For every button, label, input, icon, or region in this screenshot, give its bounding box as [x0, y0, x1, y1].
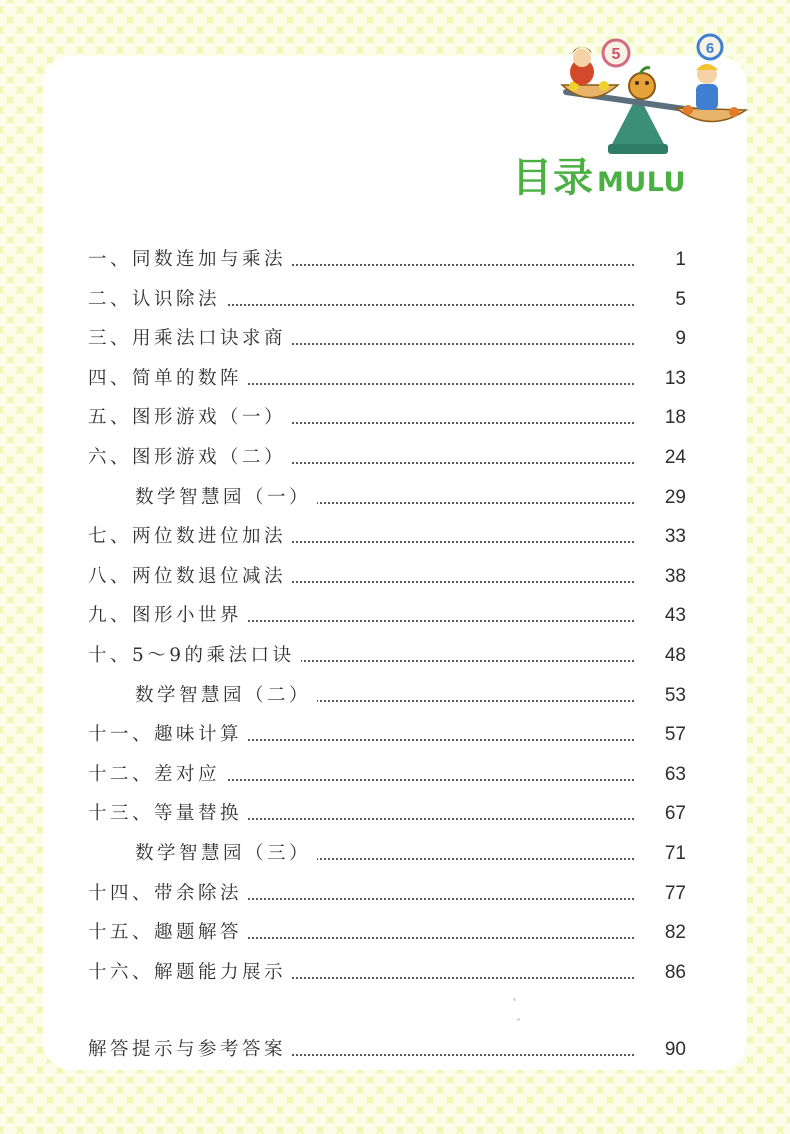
toc-entry-label: 八、两位数退位减法 — [88, 562, 292, 592]
toc-entry-label: 六、图形游戏（二） — [88, 443, 292, 473]
toc-entry[interactable] — [88, 285, 686, 315]
toc-entry[interactable] — [88, 958, 686, 988]
toc-entry-label: 十、5～9的乘法口诀 — [88, 641, 301, 671]
toc-entry[interactable] — [88, 879, 686, 909]
toc-entry[interactable] — [88, 918, 686, 948]
toc-entry[interactable] — [88, 601, 686, 631]
toc-page-number: 90 — [650, 1035, 686, 1065]
toc-page-number: 86 — [650, 958, 686, 988]
toc-entry[interactable] — [135, 839, 686, 869]
toc-entry-label: 三、用乘法口诀求商 — [88, 324, 292, 354]
toc-entry-label: 数学智慧园（二） — [135, 681, 317, 711]
toc-entry[interactable] — [88, 443, 686, 473]
toc-page-number: 48 — [650, 641, 686, 671]
toc-entry-label: 十五、趣题解答 — [88, 918, 248, 948]
toc-entry-label: 十四、带余除法 — [88, 879, 248, 909]
toc-entry[interactable] — [88, 403, 686, 433]
toc-entry-label: 十三、等量替换 — [88, 799, 248, 829]
scale-fruit — [629, 73, 655, 99]
title-chinese: 目录 — [512, 155, 594, 201]
toc-entry-label: 二、认识除法 — [88, 285, 226, 315]
number-ball-right-label: 6 — [705, 40, 715, 57]
toc-page-number: 9 — [650, 324, 686, 354]
toc-page-number: 18 — [650, 403, 686, 433]
toc-page-number: 43 — [650, 601, 686, 631]
toc-entry[interactable] — [135, 483, 686, 513]
toc-page-number: 71 — [650, 839, 686, 869]
toc-entry-label: 数学智慧园（一） — [135, 483, 317, 513]
toc-page-number: 82 — [650, 918, 686, 948]
toc-entry-label: 五、图形游戏（一） — [88, 403, 292, 433]
toc-entry[interactable] — [88, 760, 686, 790]
toc-page-number: 57 — [650, 720, 686, 750]
toc-entry[interactable] — [88, 799, 686, 829]
toc-entry[interactable] — [88, 522, 686, 552]
toc-page-number: 29 — [650, 483, 686, 513]
page-title — [512, 146, 686, 201]
toc-entry[interactable] — [88, 562, 686, 592]
toc-entry[interactable] — [88, 245, 686, 275]
paper-speck — [517, 1018, 520, 1021]
toc-entry-label: 十六、解题能力展示 — [88, 958, 292, 988]
toc-entry-label: 十一、趣味计算 — [88, 720, 248, 750]
toc-entry-label: 四、简单的数阵 — [88, 364, 248, 394]
toc-entry[interactable] — [88, 720, 686, 750]
paper-speck — [513, 998, 516, 1001]
toc-entry[interactable] — [88, 364, 686, 394]
toc-page-number: 1 — [650, 245, 686, 275]
number-ball-left-label: 5 — [611, 46, 621, 63]
toc-page-number: 24 — [650, 443, 686, 473]
toc-page-number: 33 — [650, 522, 686, 552]
toc-entry-label: 数学智慧园（三） — [135, 839, 317, 869]
toc-page-number: 53 — [650, 681, 686, 711]
toc-entry-answers[interactable] — [88, 1035, 686, 1065]
toc-page-number: 5 — [650, 285, 686, 315]
toc-entry[interactable] — [88, 324, 686, 354]
toc-entry-label: 解答提示与参考答案 — [88, 1035, 292, 1065]
title-english: MULU — [597, 167, 686, 198]
toc-entry-label: 一、同数连加与乘法 — [88, 245, 292, 275]
toc-entry-label: 九、图形小世界 — [88, 601, 248, 631]
toc-page-number: 38 — [650, 562, 686, 592]
boy-figure — [696, 84, 718, 110]
toc-entry[interactable] — [135, 681, 686, 711]
toc-entry-label: 七、两位数进位加法 — [88, 522, 292, 552]
toc-page-number: 13 — [650, 364, 686, 394]
toc-entry[interactable] — [88, 641, 686, 671]
toc-page-number: 77 — [650, 879, 686, 909]
toc-page-number: 63 — [650, 760, 686, 790]
toc-page-number: 67 — [650, 799, 686, 829]
balance-scale-illustration — [560, 30, 750, 162]
toc-entry-label: 十二、差对应 — [88, 760, 226, 790]
